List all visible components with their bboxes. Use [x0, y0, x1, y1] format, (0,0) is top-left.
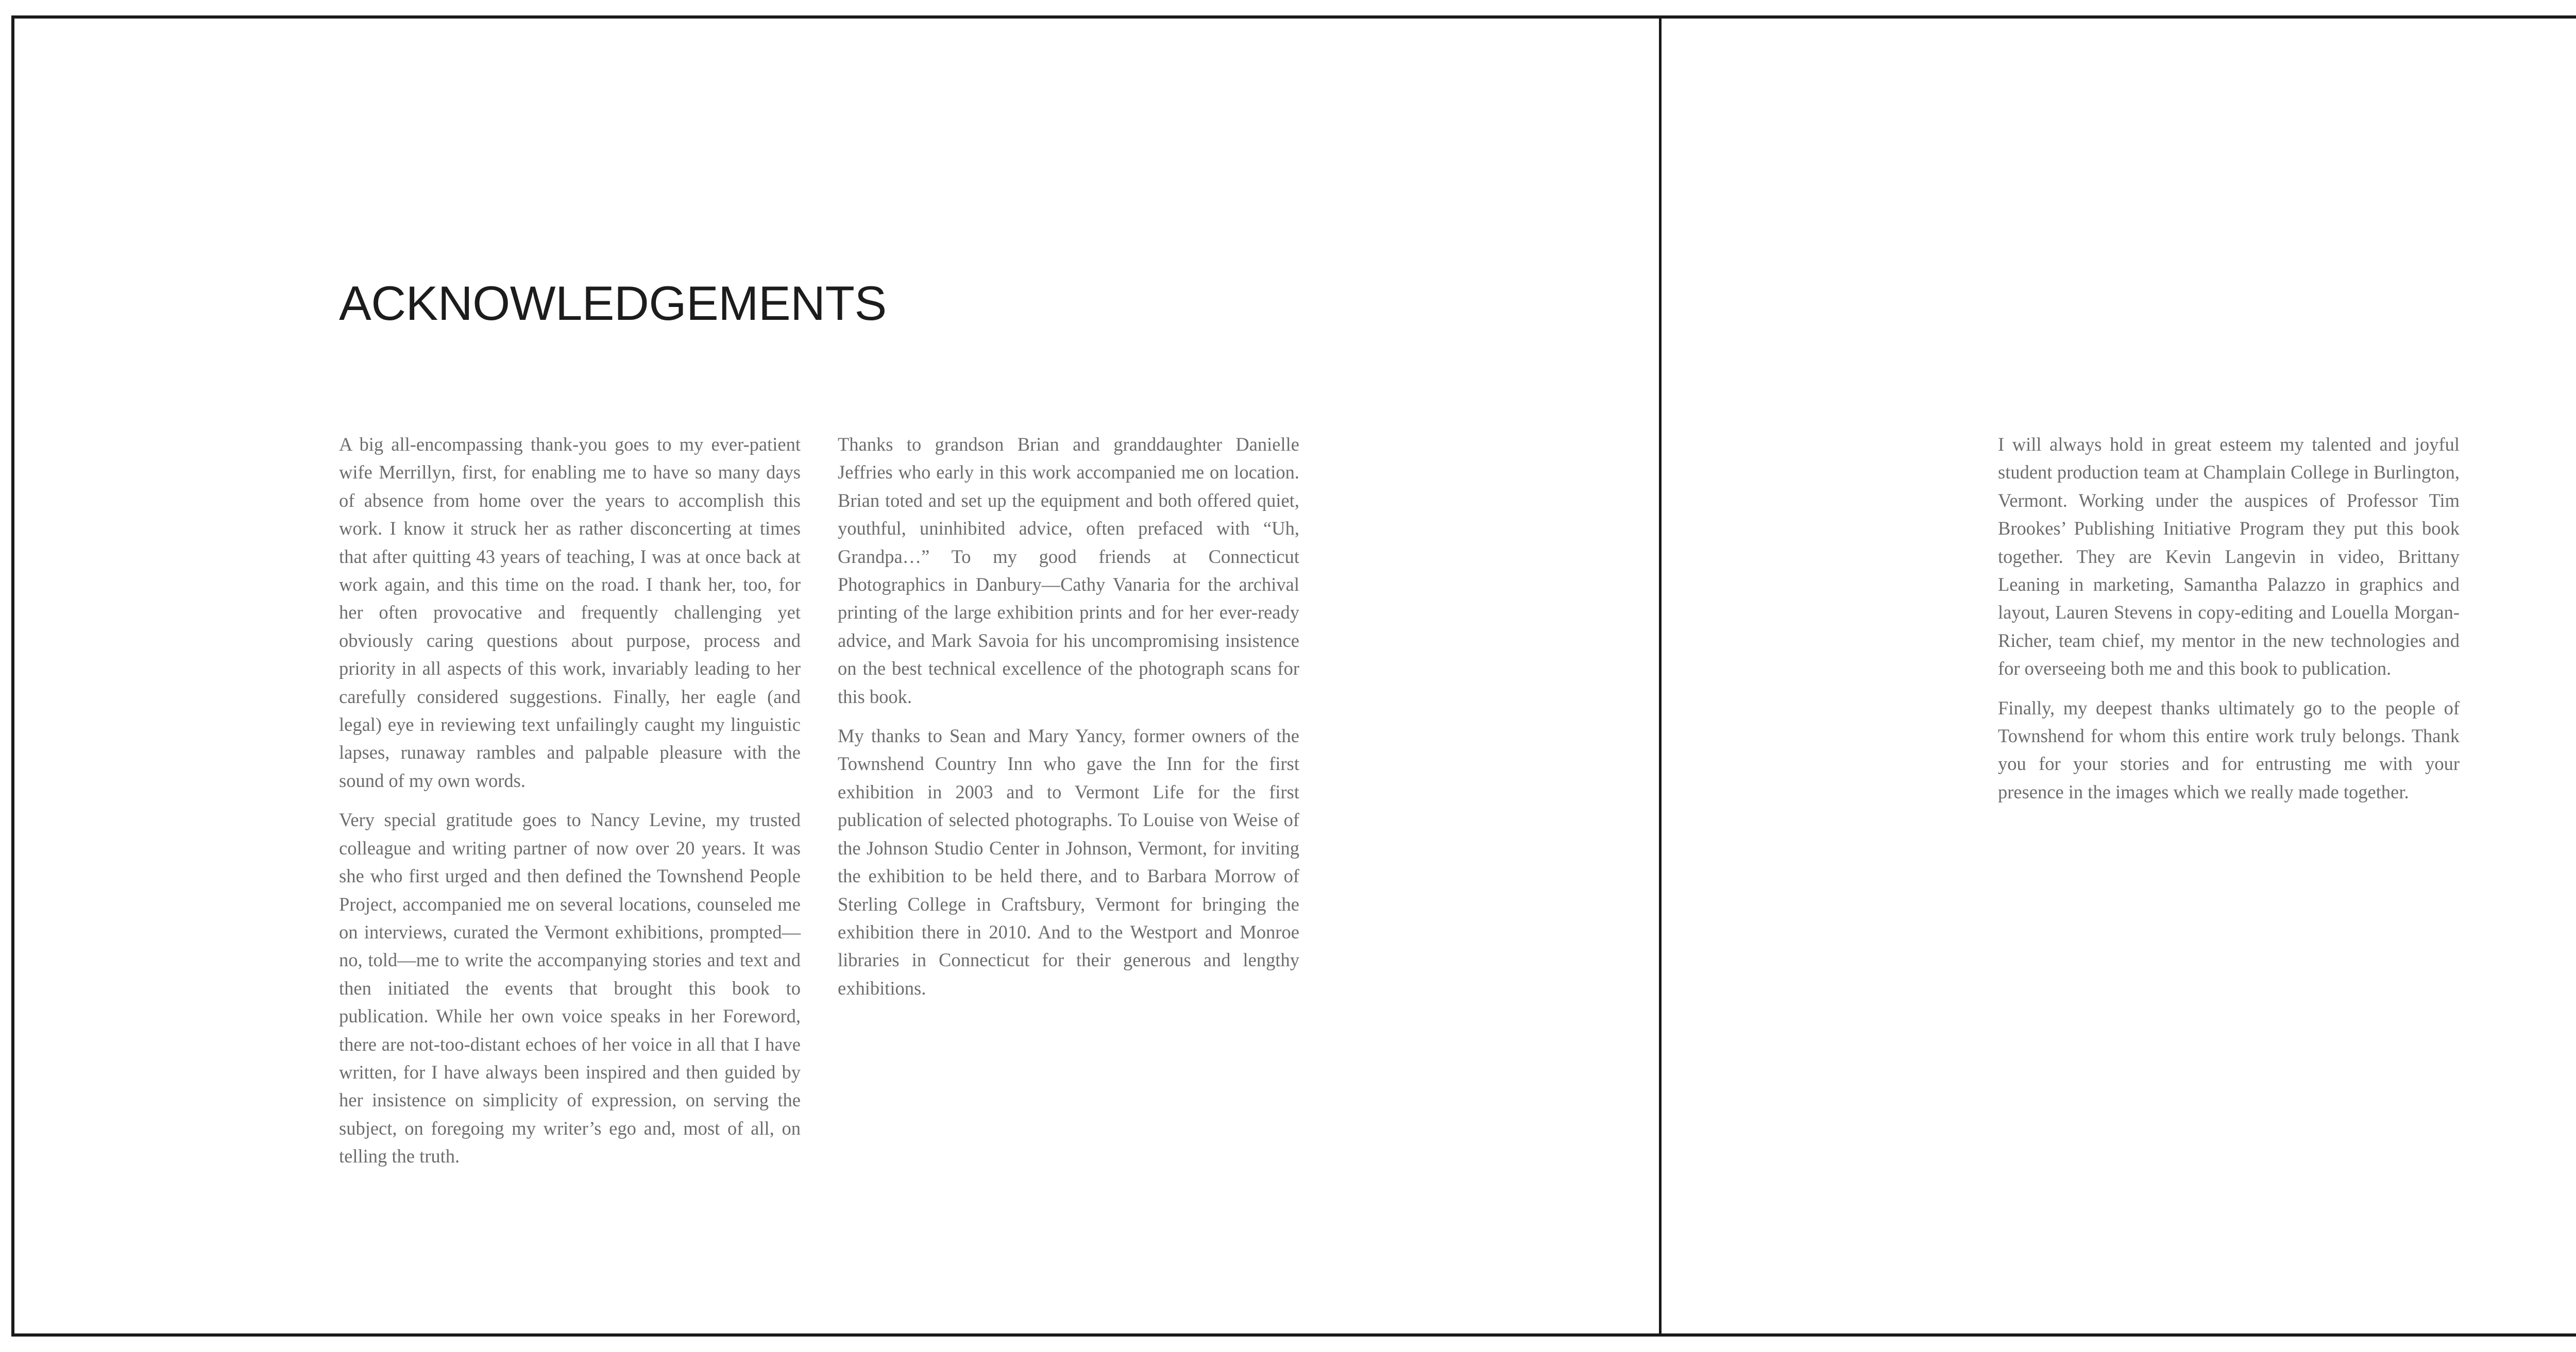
- body-paragraph: A big all-encompassing thank-you goes to my ever-patient wife Merrillyn, first, for enabling me to have so many days of absence from home over the years to accomplish this work. I know it struck her as rather disconcerting at times that after quitting 43 years of teaching, I was at once back at work again, and this time on the road. I thank her, too, for her often provocative and frequently challenging yet obviously caring questions about purpose, process and priority in all aspects of this work, invariably leading to her carefully considered suggestions. Finally, her eagle (and legal) eye in reviewing text unfailingly caught my linguistic lapses, runaway rambles and palpable pleasure with the sound of my own words.: [339, 434, 801, 791]
- body-paragraph: Finally, my deepest thanks ultimately go to the people of Townshend for whom this entire work truly belongs. Thank you for your stories and for entrusting me with your presence in the images which we really made together.: [1998, 697, 2460, 802]
- text-column-1: [339, 431, 801, 1182]
- body-paragraph: Very special gratitude goes to Nancy Levine, my trusted colleague and writing partner of now over 20 years. It was she who first urged and then defined the Townshend People Project, accompanied me on several locations, counseled me on interviews, curated the Vermont exhibitions, prompted—no, told—me to write the accompanying stories and text and then initiated the events that brought this book to publication. While her own voice speaks in her Foreword, there are not-too-distant echoes of her voice in all that I have written, for I have always been inspired and then guided by her insistence on simplicity of expression, on serving the subject, on foregoing my writer’s ego and, most of all, on telling the truth.: [339, 809, 801, 1167]
- page-gutter: [1659, 19, 1662, 1333]
- body-paragraph: I will always hold in great esteem my talented and joyful student production team at Champlain College in Burlington, Vermont. Working under the auspices of Professor Tim Brookes’ Publishing Initiative Program they put this book together. They are Kevin Langevin in video, Brittany Leaning in marketing, Samantha Palazzo in graphics and layout, Lauren Stevens in copy-editing and Louella Morgan-Richer, team chief, my mentor in the new technologies and for overseeing both me and this book to publication.: [1998, 434, 2460, 679]
- text-column-2: [838, 431, 1299, 1014]
- body-paragraph-continued: Thanks to grandson Brian and granddaughter Danielle Jeffries who early in this work accompanied me on location. Brian toted and set up the equipment and both offered quiet, youthful, uninhibited advice, often prefaced with “Uh, Grandpa…” To my good friends at Connecticut Photographics in Danbury—Cathy Vanaria for the archival printing of the large exhibition prints and for her ever-ready advice, and Mark Savoia for his uncompromising insistence on the best technical excellence of the photograph scans for this book.: [838, 434, 1299, 707]
- text-column-3: [1998, 431, 2460, 817]
- body-paragraph: My thanks to Sean and Mary Yancy, former owners of the Townshend Country Inn who gave the Inn for the first exhibition in 2003 and to Vermont Life for the first publication of selected photographs. To Louise von Weise of the Johnson Studio Center in Johnson, Vermont, for inviting the exhibition to be held there, and to Barbara Morrow of Sterling College in Craftsbury, Vermont for bringing the exhibition there in 2010. And to the Westport and Monroe libraries in Connecticut for their generous and lengthy exhibitions.: [838, 725, 1299, 999]
- page-title: ACKNOWLEDGEMENTS: [339, 276, 887, 330]
